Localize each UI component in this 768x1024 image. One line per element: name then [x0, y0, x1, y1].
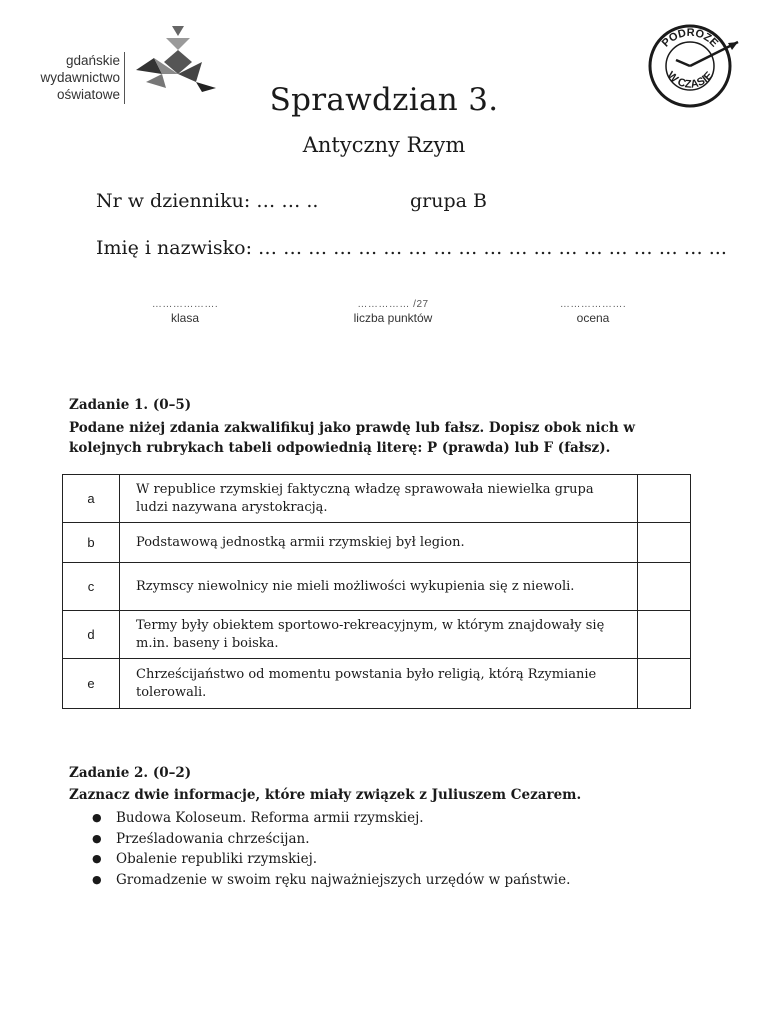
class-number-field[interactable]: Nr w dzienniku: … … .. [96, 190, 319, 212]
task2-options [92, 808, 570, 890]
field-dots: ………………. [151, 299, 219, 310]
points-field[interactable] [328, 299, 458, 326]
page-title: Sprawdzian 3. [269, 82, 499, 118]
field-label: liczba punktów [353, 311, 433, 325]
grade-field[interactable] [528, 299, 658, 326]
table-row [63, 563, 691, 611]
table-row [63, 475, 691, 523]
field-dots: ………………. [559, 299, 627, 310]
stamp-bottom-text: W CZASIE [664, 69, 716, 91]
group-label: grupa B [410, 190, 487, 212]
row-letter: d [63, 611, 120, 659]
student-name-field[interactable]: Imię i nazwisko: … … … … … … … … … … … … … … … … … … ... [96, 237, 727, 259]
publisher-line: wydawnictwo [40, 70, 120, 85]
row-statement: Termy były obiektem sportowo-rekreacyjnym, w którym znajdowały się m.in. baseny i boiska. [120, 611, 638, 659]
option-item[interactable]: ● Budowa Koloseum. Reforma armii rzymskiej. [92, 808, 570, 829]
row-statement: Podstawową jednostką armii rzymskiej był legion. [120, 523, 638, 563]
answer-cell[interactable] [638, 523, 691, 563]
row-statement: Chrześcijaństwo od momentu powstania było religią, którą Rzymianie tolerowali. [120, 659, 638, 709]
task1-heading: Zadanie 1. (0–5) [69, 397, 192, 413]
row-statement: Rzymscy niewolnicy nie mieli możliwości wykupienia się z niewoli. [120, 563, 638, 611]
row-letter: b [63, 523, 120, 563]
publisher-line: gdańskie [65, 53, 120, 68]
answer-cell[interactable] [638, 475, 691, 523]
option-item[interactable]: ● Gromadzenie w swoim ręku najważniejszych urzędów w państwie. [92, 870, 570, 891]
task1-instruction: Podane niżej zdania zakwalifikuj jako prawdę lub fałsz. Dopisz obok nich w kolejnych rubrykach tabeli odpowiednią literę: P (prawda) lub F (fałsz). [69, 420, 635, 456]
answer-cell[interactable] [638, 611, 691, 659]
field-label: ocena [576, 311, 610, 325]
page-subtitle: Antyczny Rzym [302, 133, 466, 157]
true-false-table [62, 474, 691, 709]
row-letter: e [63, 659, 120, 709]
table-row [63, 523, 691, 563]
task2-heading: Zadanie 2. (0–2) [69, 765, 192, 781]
row-statement: W republice rzymskiej faktyczną władzę sprawowała niewielka grupa ludzi nazywana arystokracją. [120, 475, 638, 523]
option-item[interactable]: ● Obalenie republiki rzymskiej. [92, 849, 570, 870]
publisher-line: oświatowe [56, 87, 120, 102]
answer-cell[interactable] [638, 563, 691, 611]
field-label: klasa [170, 311, 199, 325]
task2-instruction: Zaznacz dwie informacje, które miały związek z Juliuszem Cezarem. [69, 787, 582, 803]
table-row [63, 659, 691, 709]
table-row [63, 611, 691, 659]
option-item[interactable]: ● Prześladowania chrześcijan. [92, 829, 570, 850]
class-field[interactable] [120, 299, 250, 326]
stamp-top-text: PODRÓŻE [659, 26, 721, 50]
answer-cell[interactable] [638, 659, 691, 709]
row-letter: a [63, 475, 120, 523]
svg-text:PODRÓŻE [660, 26, 720, 49]
row-letter: c [63, 563, 120, 611]
field-dots: …………… /27 [357, 299, 429, 310]
